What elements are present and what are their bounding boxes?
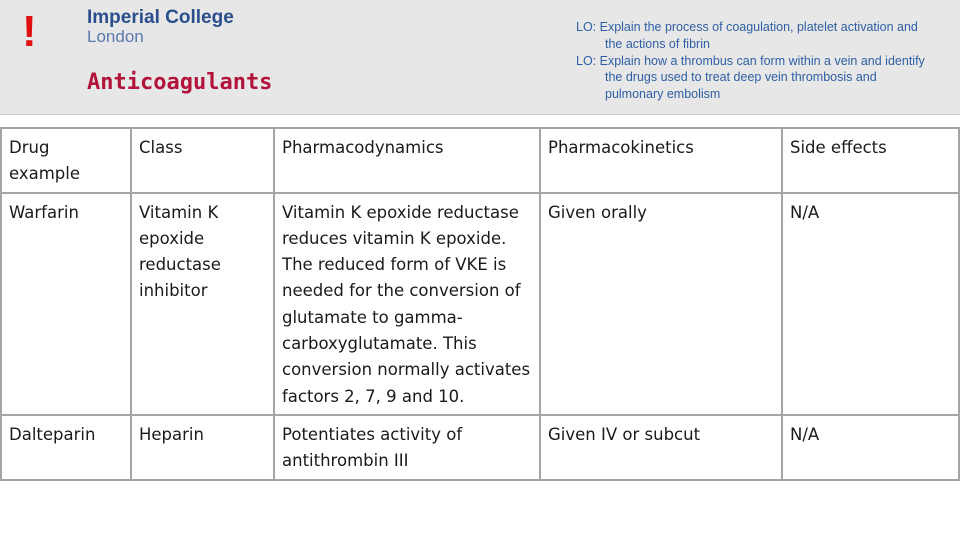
header-drug-example: Drug example [1, 128, 131, 193]
cell-drug: Dalteparin [1, 415, 131, 480]
header-class: Class [131, 128, 274, 193]
cell-side-effects: N/A [782, 193, 959, 415]
table-row [1, 415, 959, 480]
cell-class: Heparin [131, 415, 274, 480]
cell-pharmacokinetics: Given IV or subcut [540, 415, 782, 480]
college-logo [87, 8, 234, 45]
logo-line-1: Imperial College [87, 7, 234, 28]
cell-side-effects: N/A [782, 415, 959, 480]
table-header-row [1, 128, 959, 193]
learning-objectives [576, 19, 936, 103]
table-row [1, 193, 959, 415]
cell-drug: Warfarin [1, 193, 131, 415]
header-side-effects: Side effects [782, 128, 959, 193]
logo-line-2: London [87, 27, 144, 46]
exclamation-icon: ! [22, 7, 37, 56]
anticoagulants-table [0, 127, 960, 481]
learning-objective-1: LO: Explain the process of coagulation, platelet activation and the actions of fibrin [576, 20, 918, 51]
cell-pharmacodynamics: Potentiates activity of antithrombin III [274, 415, 540, 480]
learning-objective-2: LO: Explain how a thrombus can form within a vein and identify the drugs used to treat deep vein thrombosis and pulmonary embolism [576, 53, 925, 102]
header-pharmacokinetics: Pharmacokinetics [540, 128, 782, 193]
header-pharmacodynamics: Pharmacodynamics [274, 128, 540, 193]
cell-pharmacodynamics: Vitamin K epoxide reductase reduces vitamin K epoxide. The reduced form of VKE is needed for the conversion of glutamate to gamma-carboxyglutamate. This conversion normally activates factors 2, 7, 9 and 10. [274, 193, 540, 415]
cell-pharmacokinetics: Given orally [540, 193, 782, 415]
slide-title: Anticoagulants [87, 70, 273, 95]
cell-class: Vitamin K epoxide reductase inhibitor [131, 193, 274, 415]
slide-header [0, 0, 960, 115]
